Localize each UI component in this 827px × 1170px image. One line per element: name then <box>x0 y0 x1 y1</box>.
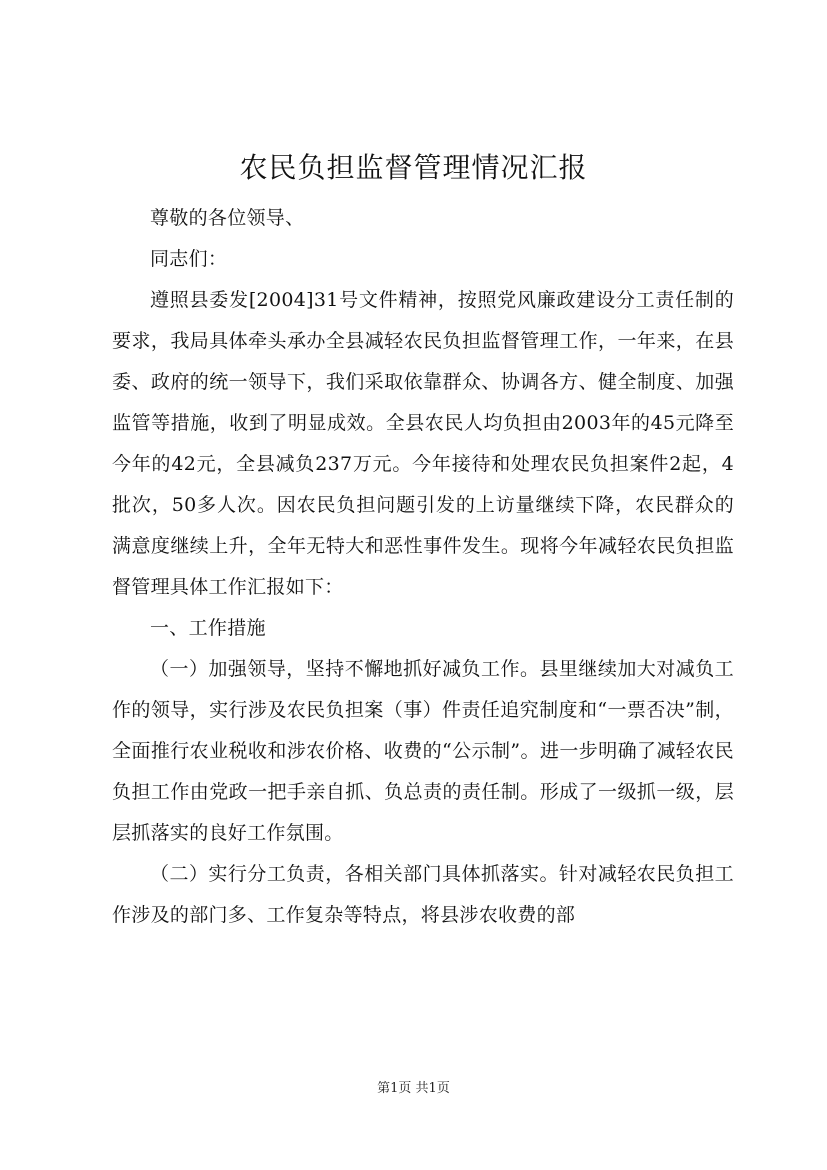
salutation-line-2: 同志们： <box>150 248 228 270</box>
section-heading: 一、工作措施 <box>150 617 266 639</box>
paragraph-intro: 遵照县委发[2004]31号文件精神，按照党风廉政建设分工责任制的要求，我局具体牵头承办全县减轻农民负担监督管理工作，一年来，在县委、政府的统一领导下，我们采取依靠群众、协调各方、健全制度、加强监管等措施，收到了明显成效。全县农民人均负担由2003年的45元降至今年的42元，全县减负237万元。今年接待和处理农民负担案件2起，4批次，50多人次。因农民负担问题引发的上访量继续下降，农民群众的满意度继续上升，全年无特大和恶性事件发生。现将今年减轻农民负担监督管理具体工作汇报如下： <box>112 289 734 598</box>
salutation-line-1: 尊敬的各位领导、 <box>150 207 305 229</box>
paragraph-measure-2: （二）实行分工负责，各相关部门具体抓落实。针对减轻农民负担工作涉及的部门多、工作复杂等特点，将县涉农收费的部 <box>112 863 734 926</box>
page-footer: 第1页 共1页 <box>377 1081 450 1096</box>
document-body <box>112 198 734 936</box>
paragraph-measure-1: （一）加强领导，坚持不懈地抓好减负工作。县里继续加大对减负工作的领导，实行涉及农民负担案（事）件责任追究制度和“一票否决”制，全面推行农业税收和涉农价格、收费的“公示制”。进一步明确了减轻农民负担工作由党政一把手亲自抓、负总责的责任制。形成了一级抓一级，层层抓落实的良好工作氛围。 <box>112 658 734 844</box>
document-title: 农民负担监督管理情况汇报 <box>239 151 588 184</box>
